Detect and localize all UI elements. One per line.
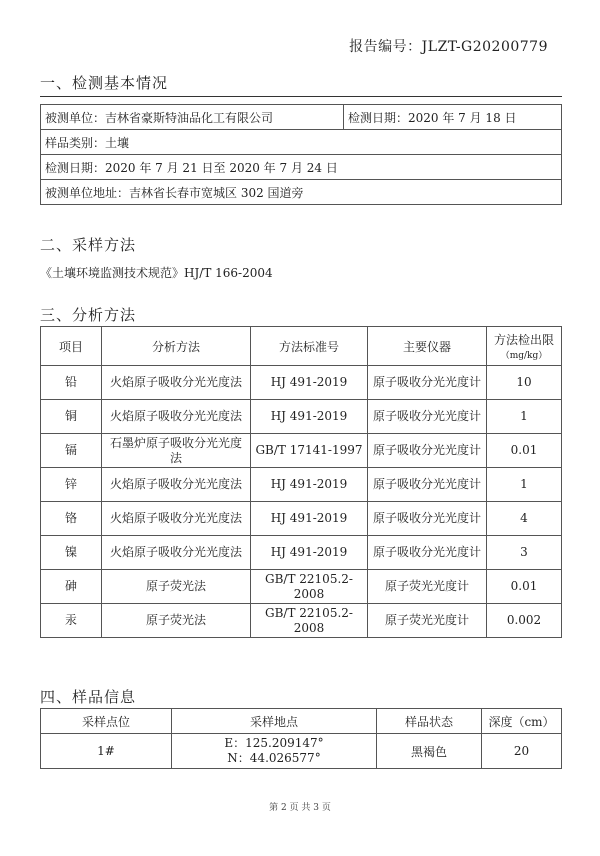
col-point: 采样点位 — [41, 709, 172, 734]
col-method: 分析方法 — [102, 327, 251, 366]
cell-item: 铬 — [41, 502, 102, 536]
cell-limit: 1 — [487, 400, 562, 434]
cell-item: 砷 — [41, 570, 102, 604]
cell-standard: GB/T 22105.2-2008 — [251, 570, 368, 604]
section2-title: 二、采样方法 — [40, 236, 137, 254]
sampling-date: 检测日期：2020 年 7 月 18 日 — [344, 105, 562, 130]
test-date: 检测日期：2020 年 7 月 21 日至 2020 年 7 月 24 日 — [41, 155, 562, 180]
cell-item: 汞 — [41, 604, 102, 638]
cell-standard: HJ 491-2019 — [251, 536, 368, 570]
cell-standard: HJ 491-2019 — [251, 468, 368, 502]
cell-instrument: 原子吸收分光光度计 — [368, 468, 487, 502]
cell-method: 石墨炉原子吸收分光光度法 — [102, 434, 251, 468]
table-row — [41, 105, 562, 130]
cell-standard: GB/T 22105.2-2008 — [251, 604, 368, 638]
longitude: E：125.209147° — [224, 736, 324, 750]
cell-method: 火焰原子吸收分光光度法 — [102, 400, 251, 434]
basic-info-table — [40, 104, 562, 205]
sampling-method-text: 《土壤环境监测技术规范》HJ/T 166-2004 — [40, 266, 273, 280]
section3-title: 三、分析方法 — [40, 306, 137, 324]
col-limit-unit: （mg/kg） — [500, 351, 548, 361]
cell-limit: 4 — [487, 502, 562, 536]
col-limit — [487, 327, 562, 366]
cell-state: 黑褐色 — [377, 734, 482, 769]
col-state: 样品状态 — [377, 709, 482, 734]
cell-limit: 10 — [487, 366, 562, 400]
cell-limit: 0.01 — [487, 434, 562, 468]
cell-method: 原子荧光法 — [102, 604, 251, 638]
cell-item: 铅 — [41, 366, 102, 400]
table-row — [41, 434, 562, 468]
cell-location — [172, 734, 377, 769]
col-depth: 深度（cm） — [482, 709, 562, 734]
analysis-method-table — [40, 326, 562, 638]
col-instrument: 主要仪器 — [368, 327, 487, 366]
sample-type: 样品类别：土壤 — [41, 130, 562, 155]
table-row — [41, 180, 562, 205]
cell-standard: HJ 491-2019 — [251, 366, 368, 400]
cell-item: 镍 — [41, 536, 102, 570]
table-header-row — [41, 709, 562, 734]
cell-standard: GB/T 17141-1997 — [251, 434, 368, 468]
cell-limit: 0.002 — [487, 604, 562, 638]
cell-standard: HJ 491-2019 — [251, 400, 368, 434]
client-address: 被测单位地址：吉林省长春市宽城区 302 国道旁 — [41, 180, 562, 205]
table-row — [41, 734, 562, 769]
cell-instrument: 原子吸收分光光度计 — [368, 502, 487, 536]
col-item: 项目 — [41, 327, 102, 366]
cell-method: 原子荧光法 — [102, 570, 251, 604]
latitude: N：44.026577° — [227, 751, 321, 765]
cell-limit: 1 — [487, 468, 562, 502]
cell-instrument: 原子吸收分光光度计 — [368, 366, 487, 400]
table-row — [41, 400, 562, 434]
table-row — [41, 468, 562, 502]
cell-limit: 3 — [487, 536, 562, 570]
cell-item: 镉 — [41, 434, 102, 468]
cell-instrument: 原子荧光光度计 — [368, 570, 487, 604]
cell-instrument: 原子吸收分光光度计 — [368, 400, 487, 434]
report-number: 报告编号：JLZT-G20200779 — [349, 39, 548, 55]
table-row — [41, 502, 562, 536]
cell-method: 火焰原子吸收分光光度法 — [102, 502, 251, 536]
cell-method: 火焰原子吸收分光光度法 — [102, 536, 251, 570]
cell-standard: HJ 491-2019 — [251, 502, 368, 536]
col-limit-label: 方法检出限 — [493, 333, 554, 347]
cell-limit: 0.01 — [487, 570, 562, 604]
table-row — [41, 536, 562, 570]
cell-instrument: 原子吸收分光光度计 — [368, 536, 487, 570]
sample-info-table — [40, 708, 562, 769]
cell-method: 火焰原子吸收分光光度法 — [102, 366, 251, 400]
cell-item: 铜 — [41, 400, 102, 434]
client-unit: 被测单位：吉林省豪斯特油品化工有限公司 — [41, 105, 344, 130]
table-row — [41, 130, 562, 155]
col-standard: 方法标准号 — [251, 327, 368, 366]
table-header-row — [41, 327, 562, 366]
cell-item: 锌 — [41, 468, 102, 502]
table-row — [41, 570, 562, 604]
section1-rule — [40, 96, 562, 97]
cell-method: 火焰原子吸收分光光度法 — [102, 468, 251, 502]
cell-depth: 20 — [482, 734, 562, 769]
table-row — [41, 366, 562, 400]
table-row — [41, 604, 562, 638]
cell-instrument: 原子荧光光度计 — [368, 604, 487, 638]
section4-title: 四、样品信息 — [40, 688, 137, 706]
table-row — [41, 155, 562, 180]
page-footer: 第 2 页 共 3 页 — [269, 803, 331, 813]
col-location: 采样地点 — [172, 709, 377, 734]
section1-title: 一、检测基本情况 — [40, 74, 169, 92]
cell-point: 1# — [41, 734, 172, 769]
cell-instrument: 原子吸收分光光度计 — [368, 434, 487, 468]
